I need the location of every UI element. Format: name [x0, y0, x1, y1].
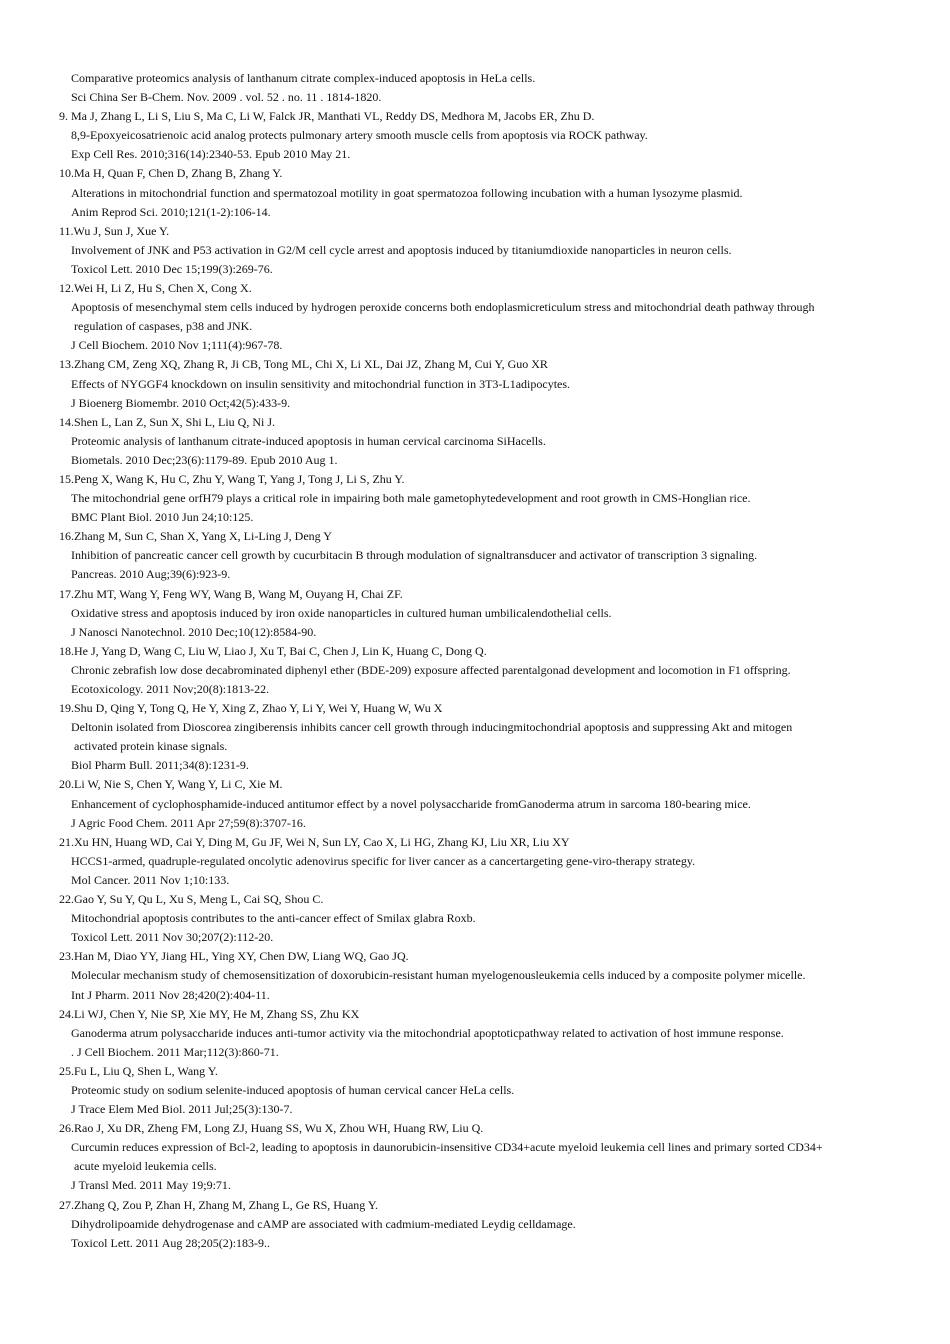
reference-title-line: HCCS1-armed, quadruple-regulated oncolytic adenovirus specific for liver cancer as a cancertargeting gene-viro-therapy strategy. — [71, 853, 696, 868]
reference-title-line: Proteomic study on sodium selenite-induced apoptosis of human cervical cancer HeLa cells. — [71, 1082, 515, 1097]
reference-citation: J Cell Biochem. 2010 Nov 1;111(4):967-78. — [71, 338, 283, 353]
reference-citation: Biol Pharm Bull. 2011;34(8):1231-9. — [71, 758, 249, 773]
reference-authors: 26.Rao J, Xu DR, Zheng FM, Long ZJ, Huang SS, Wu X, Zhou WH, Huang RW, Liu Q. — [59, 1121, 484, 1136]
reference-entry — [0, 470, 950, 527]
reference-title-line: Deltonin isolated from Dioscorea zingiberensis inhibits cancer cell growth through inducingmitochondrial apoptosis and suppressing Akt and mitogen — [71, 720, 793, 735]
reference-citation: Int J Pharm. 2011 Nov 28;420(2):404-11. — [71, 987, 270, 1002]
reference-citation: Toxicol Lett. 2010 Dec 15;199(3):269-76. — [71, 261, 273, 276]
reference-citation: Pancreas. 2010 Aug;39(6):923-9. — [71, 567, 231, 582]
reference-citation: BMC Plant Biol. 2010 Jun 24;10:125. — [71, 510, 254, 525]
reference-citation: J Agric Food Chem. 2011 Apr 27;59(8):3707-16. — [71, 815, 306, 830]
reference-authors: 11.Wu J, Sun J, Xue Y. — [59, 223, 170, 238]
reference-title-line: Dihydrolipoamide dehydrogenase and cAMP are associated with cadmium-mediated Leydig celldamage. — [71, 1216, 576, 1231]
reference-authors: 21.Xu HN, Huang WD, Cai Y, Ding M, Gu JF, Wei N, Sun LY, Cao X, Li HG, Zhang KJ, Liu XR, Liu XY — [59, 834, 570, 849]
reference-citation: Exp Cell Res. 2010;316(14):2340-53. Epub 2010 May 21. — [71, 147, 351, 162]
reference-authors: 13.Zhang CM, Zeng XQ, Zhang R, Ji CB, Tong ML, Chi X, Li XL, Dai JZ, Zhang M, Cui Y, Guo XR — [59, 357, 548, 372]
reference-authors: 10.Ma H, Quan F, Chen D, Zhang B, Zhang Y. — [59, 166, 283, 181]
reference-citation: Mol Cancer. 2011 Nov 1;10:133. — [71, 872, 230, 887]
reference-entry — [0, 279, 950, 355]
reference-citation: Biometals. 2010 Dec;23(6):1179-89. Epub 2010 Aug 1. — [71, 452, 338, 467]
reference-authors: 23.Han M, Diao YY, Jiang HL, Ying XY, Chen DW, Liang WQ, Gao JQ. — [59, 949, 409, 964]
reference-entry — [0, 527, 950, 584]
fragment-title: Comparative proteomics analysis of lanthanum citrate complex-induced apoptosis in HeLa cells. — [71, 71, 536, 85]
reference-entry — [0, 1062, 950, 1119]
reference-entry — [0, 1005, 950, 1062]
reference-entry — [0, 1119, 950, 1195]
reference-authors: 27.Zhang Q, Zou P, Zhan H, Zhang M, Zhang L, Ge RS, Huang Y. — [59, 1197, 378, 1212]
reference-authors: 15.Peng X, Wang K, Hu C, Zhu Y, Wang T, Yang J, Tong J, Li S, Zhu Y. — [59, 471, 405, 486]
reference-entry — [0, 1196, 950, 1253]
reference-title-line: Molecular mechanism study of chemosensitization of doxorubicin-resistant human myelogenousleukemia cells induced by a composite polymer micelle. — [71, 968, 806, 983]
reference-citation: Ecotoxicology. 2011 Nov;20(8):1813-22. — [71, 682, 270, 696]
reference-title-line: activated protein kinase signals. — [71, 739, 228, 754]
reference-entry — [0, 775, 950, 832]
reference-entry — [0, 222, 950, 279]
reference-title-line: 8,9-Epoxyeicosatrienoic acid analog protects pulmonary artery smooth muscle cells from apoptosis via ROCK pathway. — [71, 128, 648, 143]
reference-list — [0, 107, 950, 1253]
reference-entry — [0, 947, 950, 1004]
reference-entry — [0, 107, 950, 164]
fragment-source: Sci China Ser B-Chem. Nov. 2009 . vol. 52 . no. 11 . 1814-1820. — [71, 90, 382, 105]
reference-citation: . J Cell Biochem. 2011 Mar;112(3):860-71. — [71, 1044, 279, 1059]
reference-authors: 19.Shu D, Qing Y, Tong Q, He Y, Xing Z, Zhao Y, Li Y, Wei Y, Huang W, Wu X — [59, 701, 443, 716]
reference-title-line: Inhibition of pancreatic cancer cell growth by cucurbitacin B through modulation of signaltransducer and activator of transcription 3 signaling. — [71, 548, 758, 563]
reference-entry — [0, 355, 950, 412]
reference-title-line: Curcumin reduces expression of Bcl-2, leading to apoptosis in daunorubicin-insensitive CD34+acute myeloid leukemia cell lines and primary sorted CD34+ — [71, 1140, 823, 1155]
reference-entry — [0, 413, 950, 470]
reference-title-line: Oxidative stress and apoptosis induced by iron oxide nanoparticles in cultured human umbilicalendothelial cells. — [71, 605, 612, 620]
reference-citation: J Trace Elem Med Biol. 2011 Jul;25(3):130-7. — [71, 1102, 293, 1117]
reference-authors: 25.Fu L, Liu Q, Shen L, Wang Y. — [59, 1063, 218, 1078]
reference-citation: Toxicol Lett. 2011 Nov 30;207(2):112-20. — [71, 930, 274, 945]
reference-authors: 12.Wei H, Li Z, Hu S, Chen X, Cong X. — [59, 281, 252, 296]
reference-list-page — [0, 69, 950, 1253]
reference-title-line: regulation of caspases, p38 and JNK. — [71, 319, 253, 334]
reference-authors: 14.Shen L, Lan Z, Sun X, Shi L, Liu Q, Ni J. — [59, 414, 275, 429]
reference-title-line: Chronic zebrafish low dose decabrominated diphenyl ether (BDE-209) exposure affected parentalgonad development and locomotion in F1 offspring. — [71, 662, 791, 677]
reference-title-line: Enhancement of cyclophosphamide-induced antitumor effect by a novel polysaccharide fromGanoderma atrum in sarcoma 180-bearing mice. — [71, 796, 751, 811]
reference-citation: Anim Reprod Sci. 2010;121(1-2):106-14. — [71, 204, 271, 219]
reference-authors: 20.Li W, Nie S, Chen Y, Wang Y, Li C, Xie M. — [59, 777, 283, 792]
reference-title-line: Apoptosis of mesenchymal stem cells induced by hydrogen peroxide concerns both endoplasmicreticulum stress and mitochondrial death pathway through — [71, 300, 815, 315]
reference-authors: 22.Gao Y, Su Y, Qu L, Xu S, Meng L, Cai SQ, Shou C. — [59, 892, 324, 907]
reference-authors: 18.He J, Yang D, Wang C, Liu W, Liao J, Xu T, Bai C, Chen J, Lin K, Huang C, Dong Q. — [59, 643, 487, 658]
reference-citation: J Transl Med. 2011 May 19;9:71. — [71, 1178, 231, 1193]
reference-entry — [0, 890, 950, 947]
reference-citation: Toxicol Lett. 2011 Aug 28;205(2):183-9.. — [71, 1235, 271, 1250]
reference-authors: 9. Ma J, Zhang L, Li S, Liu S, Ma C, Li W, Falck JR, Manthati VL, Reddy DS, Medhora M, Jacobs ER, Zhu D. — [59, 109, 595, 124]
reference-entry — [0, 699, 950, 775]
reference-entry — [0, 164, 950, 221]
reference-authors: 16.Zhang M, Sun C, Shan X, Yang X, Li-Ling J, Deng Y — [59, 529, 332, 544]
reference-title-line: Alterations in mitochondrial function and spermatozoal motility in goat spermatozoa following incubation with a human lysozyme plasmid. — [71, 185, 743, 200]
reference-citation: J Bioenerg Biomembr. 2010 Oct;42(5):433-9. — [71, 395, 291, 410]
reference-entry — [0, 642, 950, 699]
reference-entry — [0, 833, 950, 890]
reference-title-line: Effects of NYGGF4 knockdown on insulin sensitivity and mitochondrial function in 3T3-L1adipocytes. — [71, 376, 571, 391]
reference-title-line: Mitochondrial apoptosis contributes to the anti-cancer effect of Smilax glabra Roxb. — [71, 911, 476, 926]
reference-title-line: acute myeloid leukemia cells. — [71, 1159, 217, 1174]
reference-authors: 17.Zhu MT, Wang Y, Feng WY, Wang B, Wang M, Ouyang H, Chai ZF. — [59, 586, 403, 601]
reference-title-line: Ganoderma atrum polysaccharide induces anti-tumor activity via the mitochondrial apoptoticpathway related to activation of host immune response. — [71, 1025, 784, 1040]
reference-title-line: The mitochondrial gene orfH79 plays a critical role in impairing both male gametophytedevelopment and root growth in CMS-Honglian rice. — [71, 491, 751, 506]
reference-title-line: Involvement of JNK and P53 activation in G2/M cell cycle arrest and apoptosis induced by titaniumdioxide nanoparticles in neuron cells. — [71, 242, 732, 257]
reference-citation: J Nanosci Nanotechnol. 2010 Dec;10(12):8584-90. — [71, 624, 317, 639]
reference-title-line: Proteomic analysis of lanthanum citrate-induced apoptosis in human cervical carcinoma SiHacells. — [71, 433, 546, 448]
reference-entry — [0, 585, 950, 642]
reference-authors: 24.Li WJ, Chen Y, Nie SP, Xie MY, He M, Zhang SS, Zhu KX — [59, 1006, 360, 1021]
